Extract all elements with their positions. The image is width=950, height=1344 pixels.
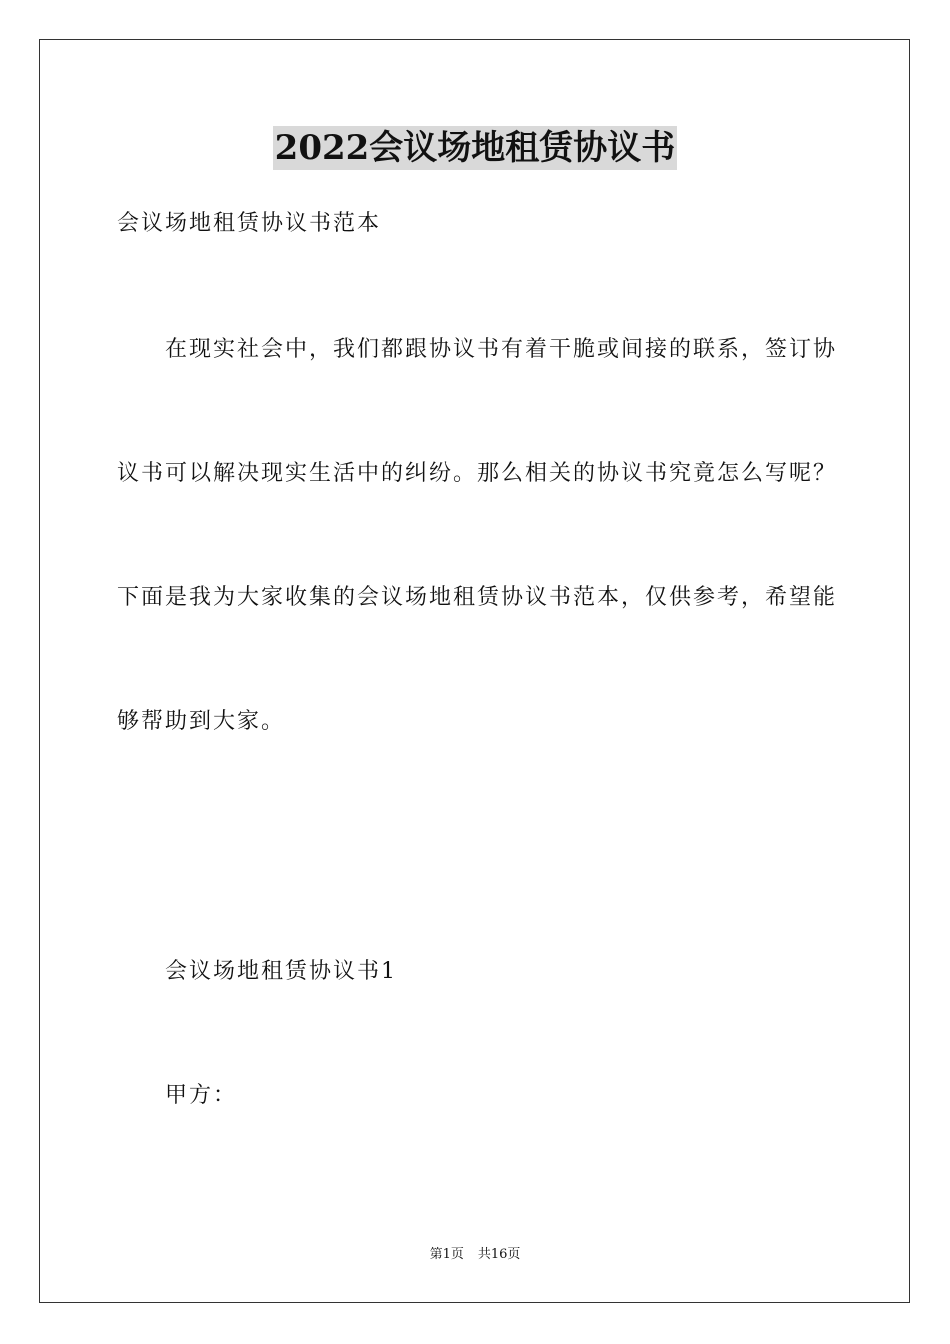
page-total: 共16页 [477, 1247, 521, 1262]
paragraph-line-2: 议书可以解决现实生活中的纠纷。那么相关的协议书究竟怎么写呢？ [117, 461, 838, 486]
page-number: 第1页 [429, 1247, 464, 1262]
paragraph-line-3: 下面是我为大家收集的会议场地租赁协议书范本，仅供参考，希望能 [117, 585, 838, 610]
page-footer [0, 1246, 950, 1264]
document-title: 2022会议场地租赁协议书 [274, 128, 676, 168]
paragraph-line-1: 在现实社会中，我们都跟协议书有着干脆或间接的联系，签订协 [165, 337, 838, 362]
section-heading: 会议场地租赁协议书1 [165, 959, 397, 984]
title-container [0, 126, 950, 170]
party-a-label: 甲方： [165, 1083, 238, 1108]
paragraph-line-4: 够帮助到大家。 [117, 709, 286, 734]
document-subtitle: 会议场地租赁协议书范本 [117, 211, 382, 236]
